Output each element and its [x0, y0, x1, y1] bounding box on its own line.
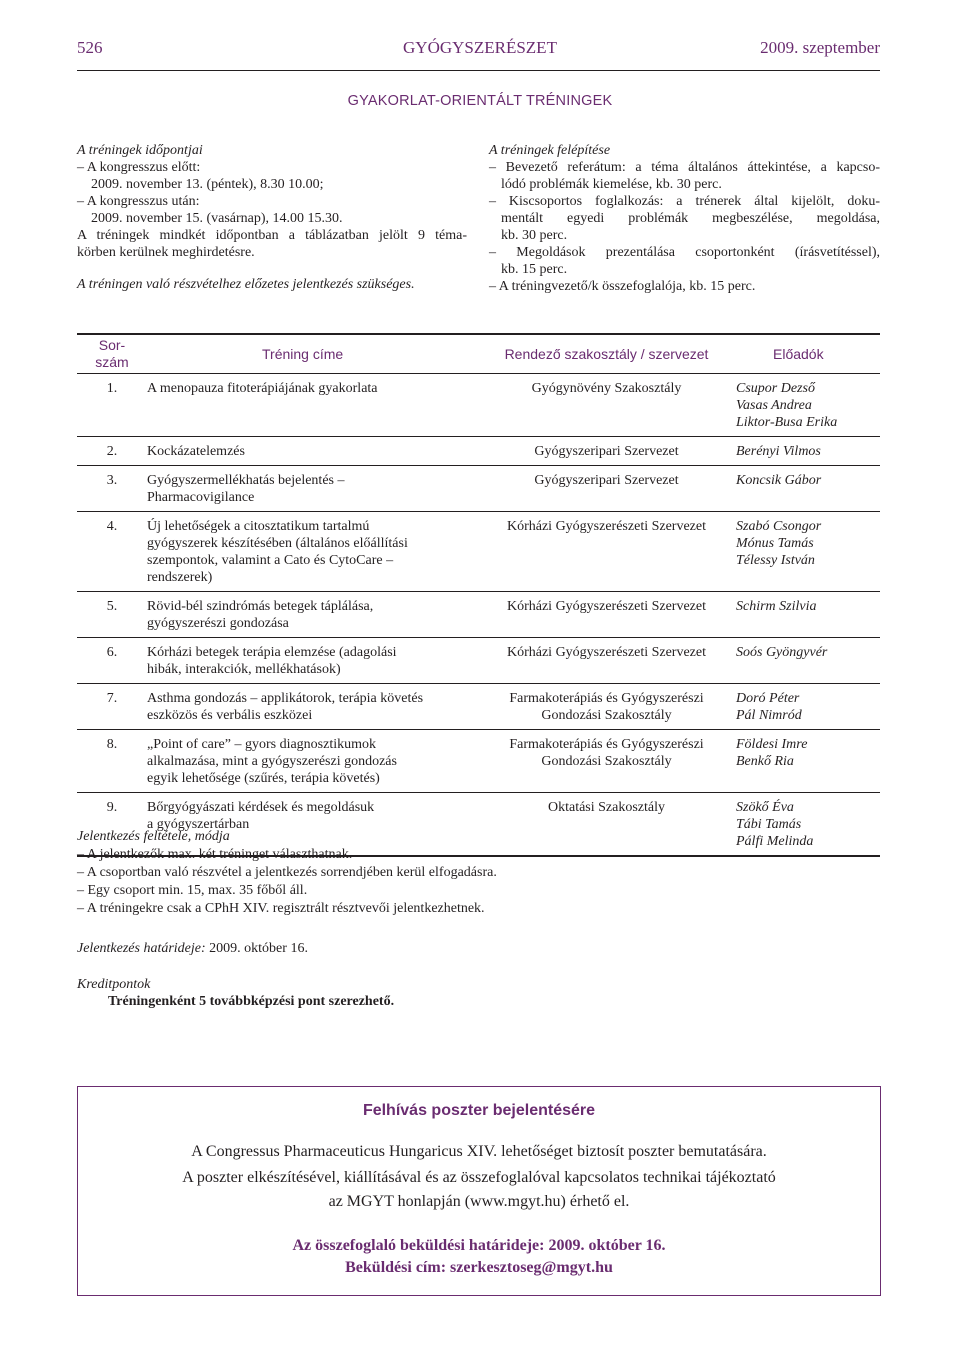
organizer-line: Oktatási Szakosztály: [547, 800, 666, 815]
credits-section: [77, 976, 394, 1010]
organizer: [477, 466, 736, 512]
schedule-line: A tréningek mindkét időpontban a táblázatban jelölt 9 téma-: [77, 228, 467, 243]
training-title-line: szempontok, valamint a Cato és CytoCare –: [147, 553, 394, 568]
organizer-line: Gyógynövény Szakosztály: [531, 381, 682, 396]
training-title: [147, 437, 477, 466]
speaker-name: Schirm Szilvia: [736, 599, 817, 614]
credits-text: Tréningenként 5 továbbképzési pont szerezhető.: [108, 994, 395, 1009]
schedule-line: 2009. november 13. (péntek), 8.30 10.00;: [91, 177, 324, 192]
structure-line: – Bevezető referátum: a téma általános áttekintése, a kapcso-: [489, 160, 880, 175]
application-item: – A jelentkezők max. két tréninget választhatnak.: [77, 847, 353, 862]
poster-call-line: az MGYT honlapján (www.mgyt.hu) érhető el.: [328, 1193, 630, 1210]
deadline-value: 2009. október 16.: [205, 941, 308, 956]
training-table: [77, 333, 880, 857]
row-number: 2.: [77, 437, 147, 466]
training-title-line: Pharmacovigilance: [147, 490, 255, 505]
col-header-org: Rendező szakosztály / szervezet: [477, 334, 736, 374]
application-item: – A csoportban való részvétel a jelentkezés sorrendjében kerül elfogadásra.: [77, 865, 497, 880]
speaker-name: Liktor-Busa Erika: [736, 415, 838, 430]
organizer: [477, 592, 736, 638]
row-number: 6.: [77, 638, 147, 684]
organizer: [477, 512, 736, 592]
table-row: [77, 437, 880, 466]
structure-line: – Megoldások prezentálása csoportonként (írásvetítéssel),: [489, 245, 880, 260]
issue-date: 2009. szeptember: [760, 38, 880, 57]
schedule-line: – A kongresszus előtt:: [77, 160, 201, 175]
speakers: [736, 512, 880, 592]
speaker-name: Soós Gyöngyvér: [736, 645, 828, 660]
structure-line: – A tréningvezető/k összefoglalója, kb. 15 perc.: [489, 279, 756, 294]
table-row: [77, 638, 880, 684]
row-number: 1.: [77, 374, 147, 437]
header-rule: [77, 70, 880, 71]
structure-line: – Kiscsoportos foglalkozás: a trénerek által kijelölt, doku-: [489, 194, 880, 209]
speaker-name: Csupor Dezső: [736, 381, 815, 396]
training-title: [147, 592, 477, 638]
poster-deadline: Az összefoglaló beküldési határideje: 2009. október 16.: [292, 1237, 666, 1254]
training-title: [147, 730, 477, 793]
organizer-line: Farmakoterápiás és Gyógyszerészi: [509, 737, 704, 752]
speaker-name: Pál Nimród: [736, 708, 802, 723]
structure-line: kb. 15 perc.: [501, 262, 568, 277]
structure-section: [489, 142, 880, 295]
training-title-line: Új lehetőségek a citosztatikum tartalmú: [147, 519, 370, 534]
col-header-number-a: Sor-: [98, 337, 126, 353]
credits-heading: Kreditpontok: [77, 977, 151, 992]
schedule-heading: A tréningek időpontjai: [77, 143, 203, 158]
training-title-line: egyik lehetősége (szűrés, terápia követés): [147, 771, 380, 786]
organizer: [477, 437, 736, 466]
speakers: [736, 437, 880, 466]
organizer: [477, 374, 736, 437]
speakers: [736, 374, 880, 437]
organizer: [477, 638, 736, 684]
col-header-title: Tréning címe: [147, 334, 477, 374]
application-deadline: [77, 940, 308, 957]
training-title-line: Kórházi betegek terápia elemzése (adagolási: [147, 645, 397, 660]
deadline-label: Jelentkezés határideje:: [77, 941, 206, 956]
organizer-line: Kórházi Gyógyszerészeti Szervezet: [506, 645, 706, 660]
schedule-line: körben kerülnek meghirdetésre.: [77, 245, 255, 260]
training-title-line: Rövid-bél szindrómás betegek táplálása,: [147, 599, 374, 614]
col-header-speakers: Előadók: [736, 334, 880, 374]
training-title-line: A menopauza fitoterápiájának gyakorlata: [147, 381, 378, 396]
training-title-line: gyógyszerészi gondozása: [147, 616, 289, 631]
journal-title: GYÓGYSZERÉSZET: [403, 38, 557, 57]
table-row: [77, 512, 880, 592]
training-title-line: „Point of care” – gyors diagnosztikumok: [147, 737, 377, 752]
training-title-line: alkalmazása, mint a gyógyszerészi gondozás: [147, 754, 397, 769]
row-number: 8.: [77, 730, 147, 793]
organizer-line: Kórházi Gyógyszerészeti Szervezet: [506, 599, 706, 614]
structure-line: lódó problémák kiemelése, kb. 30 perc.: [501, 177, 722, 192]
speaker-name: Télessy István: [736, 553, 815, 568]
schedule-section: [77, 142, 467, 293]
row-number: 9.: [77, 793, 147, 857]
application-section: [77, 828, 777, 917]
table-row: [77, 466, 880, 512]
row-number: 5.: [77, 592, 147, 638]
row-number: 3.: [77, 466, 147, 512]
speaker-name: Földesi Imre: [736, 737, 808, 752]
page-number: 526: [77, 38, 103, 57]
col-header-number: [77, 334, 147, 374]
organizer-line: Gondozási Szakosztály: [541, 754, 672, 769]
application-heading: Jelentkezés feltétele, módja: [77, 829, 230, 844]
speakers: [736, 730, 880, 793]
speaker-name: Benkő Ria: [736, 754, 794, 769]
speaker-name: Koncsik Gábor: [736, 473, 822, 488]
training-title-line: eszközös és verbális eszközei: [147, 708, 313, 723]
row-number: 7.: [77, 684, 147, 730]
table-row: [77, 374, 880, 437]
training-title-line: Kockázatelemzés: [147, 444, 245, 459]
application-item: – A tréningekre csak a CPhH XIV. regisztrált résztvevői jelentkezhetnek.: [77, 901, 485, 916]
speakers: [736, 466, 880, 512]
training-title: [147, 374, 477, 437]
training-title-line: gyógyszerek készítésében (általános előállítási: [147, 536, 408, 551]
table-header-row: [77, 334, 880, 374]
table-row: [77, 592, 880, 638]
speaker-name: Tábi Tamás: [736, 817, 802, 832]
structure-line: mentált egyedi problémák megbeszélése, megoldása,: [501, 211, 880, 226]
speaker-name: Berényi Vilmos: [736, 444, 821, 459]
organizer-line: Gyógyszeripari Szervezet: [534, 444, 679, 459]
training-title-line: hibák, interakciók, mellékhatások): [147, 662, 341, 677]
poster-call-line: A poszter elkészítésével, kiállításával és az összefoglalóval kapcsolatos technikai tájékoztató: [182, 1169, 776, 1186]
speaker-name: Pálfi Melinda: [736, 834, 814, 849]
structure-line: kb. 30 perc.: [501, 228, 568, 243]
training-title: [147, 638, 477, 684]
speaker-name: Mónus Tamás: [736, 536, 814, 551]
training-title-line: rendszerek): [147, 570, 213, 585]
poster-address: Beküldési cím: szerkesztoseg@mgyt.hu: [345, 1259, 613, 1276]
poster-call-title: Felhívás poszter bejelentésére: [362, 1102, 596, 1119]
training-title-line: a gyógyszertárban: [147, 817, 250, 832]
organizer-line: Gyógyszeripari Szervezet: [534, 473, 679, 488]
organizer-line: Kórházi Gyógyszerészeti Szervezet: [506, 519, 706, 534]
training-title: [147, 512, 477, 592]
col-header-number-b: szám: [95, 354, 129, 370]
speaker-name: Szökő Éva: [736, 800, 794, 815]
speakers: [736, 684, 880, 730]
organizer-line: Farmakoterápiás és Gyógyszerészi: [509, 691, 704, 706]
table-row: [77, 730, 880, 793]
poster-call-box: [77, 1086, 881, 1296]
application-item: – Egy csoport min. 15, max. 35 főből áll.: [77, 883, 308, 898]
training-title-line: Asthma gondozás – applikátorok, terápia követés: [147, 691, 424, 706]
speakers: [736, 592, 880, 638]
speaker-name: Szabó Csongor: [736, 519, 822, 534]
schedule-line: – A kongresszus után:: [77, 194, 200, 209]
schedule-line: 2009. november 15. (vasárnap), 14.00 15.30.: [91, 211, 343, 226]
organizer-line: Gondozási Szakosztály: [541, 708, 672, 723]
registration-note: A tréningen való részvételhez előzetes jelentkezés szükséges.: [77, 277, 415, 292]
training-title: [147, 466, 477, 512]
structure-heading: A tréningek felépítése: [489, 143, 611, 158]
training-title-line: Bőrgyógyászati kérdések és megoldásuk: [147, 800, 375, 815]
poster-call-line: A Congressus Pharmaceuticus Hungaricus XIV. lehetőséget biztosít poszter bemutatására.: [191, 1143, 767, 1160]
table-row: [77, 684, 880, 730]
speakers: [736, 638, 880, 684]
organizer: [477, 684, 736, 730]
speaker-name: Doró Péter: [736, 691, 800, 706]
page-title: GYAKORLAT-ORIENTÁLT TRÉNINGEK: [347, 93, 613, 109]
row-number: 4.: [77, 512, 147, 592]
speaker-name: Vasas Andrea: [736, 398, 812, 413]
training-title: [147, 684, 477, 730]
organizer: [477, 730, 736, 793]
training-title-line: Gyógyszermellékhatás bejelentés –: [147, 473, 345, 488]
